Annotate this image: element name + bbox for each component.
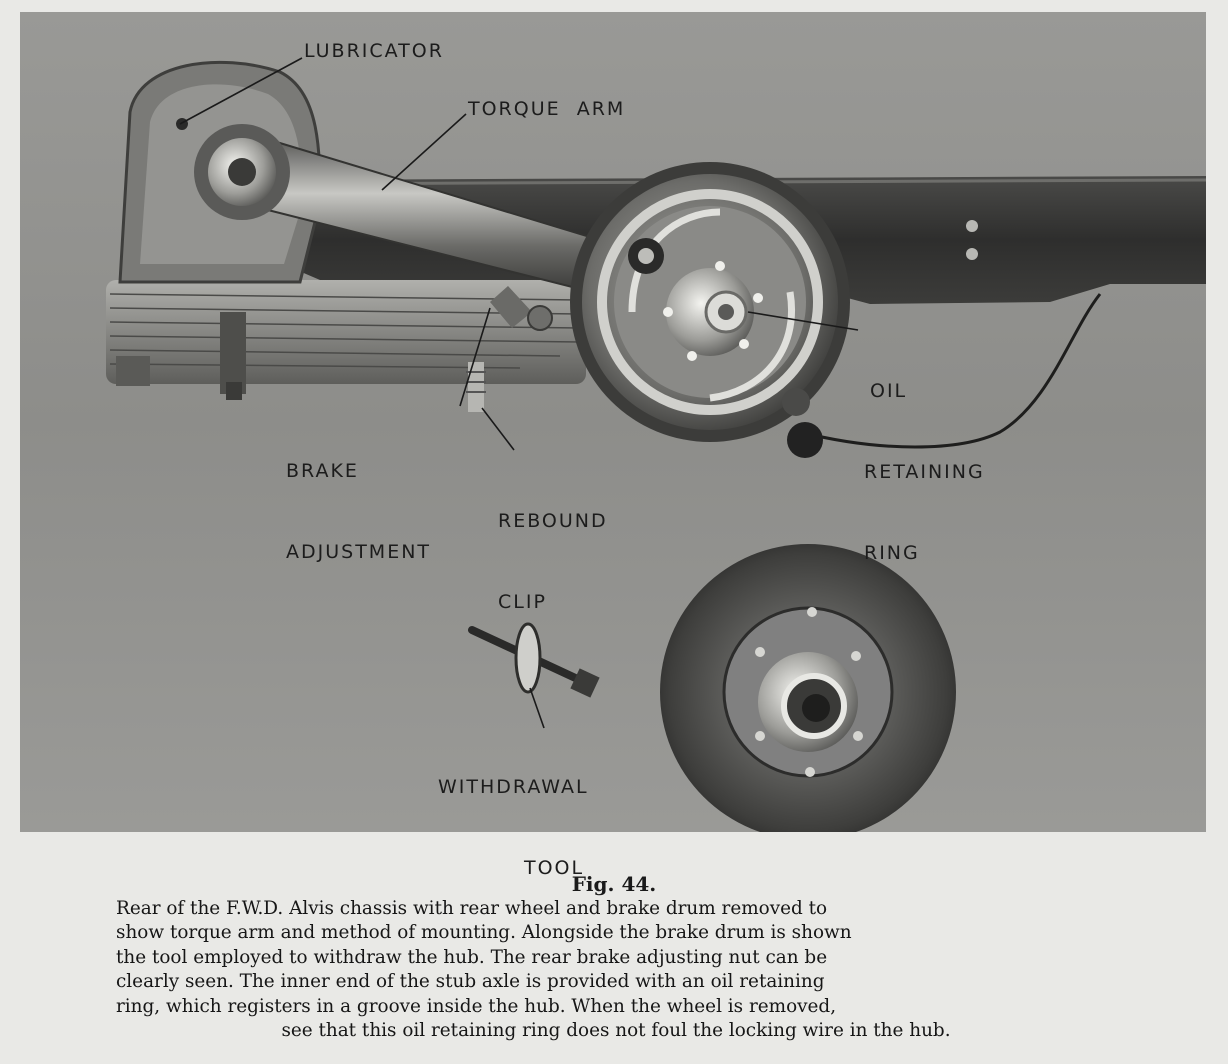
label-withdrawal-tool-line-1: WITHDRAWAL <box>438 776 589 798</box>
caption-line-4: clearly seen. The inner end of the stub axle is provided with an oil retaining <box>116 971 825 993</box>
chassis-photograph <box>20 12 1206 832</box>
label-brake-adjustment-line-1: BRAKE <box>286 460 359 482</box>
figure-title: Fig. 44. <box>571 872 657 896</box>
label-rebound-clip-line-1: REBOUND <box>498 510 608 532</box>
figure-caption <box>116 897 1116 1043</box>
label-rebound-clip <box>498 454 608 643</box>
caption-line-6: see that this oil retaining ring does not foul the locking wire in the hub. <box>281 1020 951 1042</box>
caption-line-2: show torque arm and method of mounting. Alongside the brake drum is shown <box>116 922 852 944</box>
label-oil-retaining-ring-line-2: RETAINING <box>864 461 985 483</box>
label-oil-retaining-ring-line-3: RING <box>864 542 920 564</box>
caption-line-3: the tool employed to withdraw the hub. The rear brake adjusting nut can be <box>116 946 828 968</box>
label-lubricator: LUBRICATOR <box>304 40 444 62</box>
caption-line-1: Rear of the F.W.D. Alvis chassis with rear wheel and brake drum removed to <box>116 898 828 919</box>
label-torque-arm: TORQUE ARM <box>468 98 626 120</box>
caption-line-5: ring, which registers in a groove inside the hub. When the wheel is removed, <box>116 995 837 1017</box>
label-brake-adjustment <box>286 404 431 593</box>
label-oil-retaining-ring-line-1: OIL <box>870 380 908 402</box>
label-brake-adjustment-line-2: ADJUSTMENT <box>286 541 432 563</box>
label-withdrawal-tool-line-2: TOOL <box>524 857 585 879</box>
label-rebound-clip-line-2: CLIP <box>498 591 547 613</box>
label-oil-retaining-ring <box>864 324 985 594</box>
